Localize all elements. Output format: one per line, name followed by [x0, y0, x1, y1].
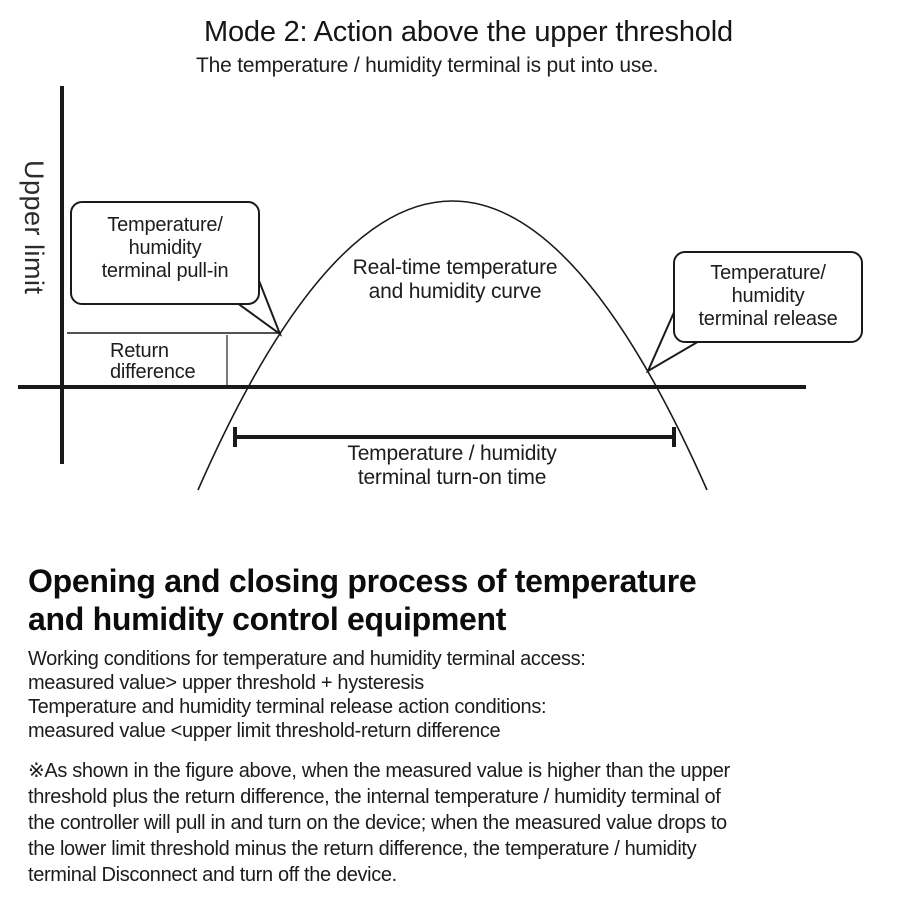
release-callout [673, 251, 863, 343]
turn-on-time-line1: Temperature / humidity [347, 442, 557, 465]
curve-label [330, 256, 580, 304]
curve-label-line2: and humidity curve [368, 280, 542, 303]
conditions-line: Temperature and humidity terminal release action conditions: [28, 696, 547, 718]
turn-on-time-label [302, 442, 602, 490]
page-title: Mode 2: Action above the upper threshold [204, 16, 733, 48]
release-callout-line3: terminal release [698, 308, 838, 330]
pull-in-callout-line2: humidity [128, 237, 202, 259]
pull-in-callout [70, 201, 260, 305]
pull-in-callout-line1: Temperature/ [107, 214, 223, 236]
section-heading-line1: Opening and closing process of temperature [28, 563, 697, 599]
conditions-line: Working conditions for temperature and humidity terminal access: [28, 648, 586, 670]
return-difference-line1: Return [110, 340, 169, 362]
curve-label-line1: Real-time temperature [352, 256, 558, 279]
note-text [28, 758, 730, 888]
note-line: the controller will pull in and turn on the device; when the measured value drops to [28, 812, 727, 834]
y-axis-label: Upper limit [19, 160, 49, 295]
note-line: terminal Disconnect and turn off the device. [28, 864, 397, 886]
return-difference-line2: difference [110, 361, 196, 383]
note-line: the lower limit threshold minus the return difference, the temperature / humidity [28, 838, 697, 860]
note-line: ※As shown in the figure above, when the measured value is higher than the upper [28, 760, 730, 782]
conditions-text [28, 647, 586, 743]
page-subtitle: The temperature / humidity terminal is put into use. [196, 54, 659, 77]
section-heading [28, 562, 696, 638]
return-difference-label [110, 341, 195, 383]
conditions-line: measured value <upper limit threshold-return difference [28, 720, 501, 742]
section-heading-line2: and humidity control equipment [28, 601, 507, 637]
release-callout-line1: Temperature/ [710, 262, 826, 284]
conditions-line: measured value> upper threshold + hysteresis [28, 672, 424, 694]
release-callout-line2: humidity [731, 285, 805, 307]
turn-on-time-line2: terminal turn-on time [357, 466, 547, 489]
note-line: threshold plus the return difference, the internal temperature / humidity terminal of [28, 786, 721, 808]
pull-in-callout-line3: terminal pull-in [101, 260, 229, 282]
